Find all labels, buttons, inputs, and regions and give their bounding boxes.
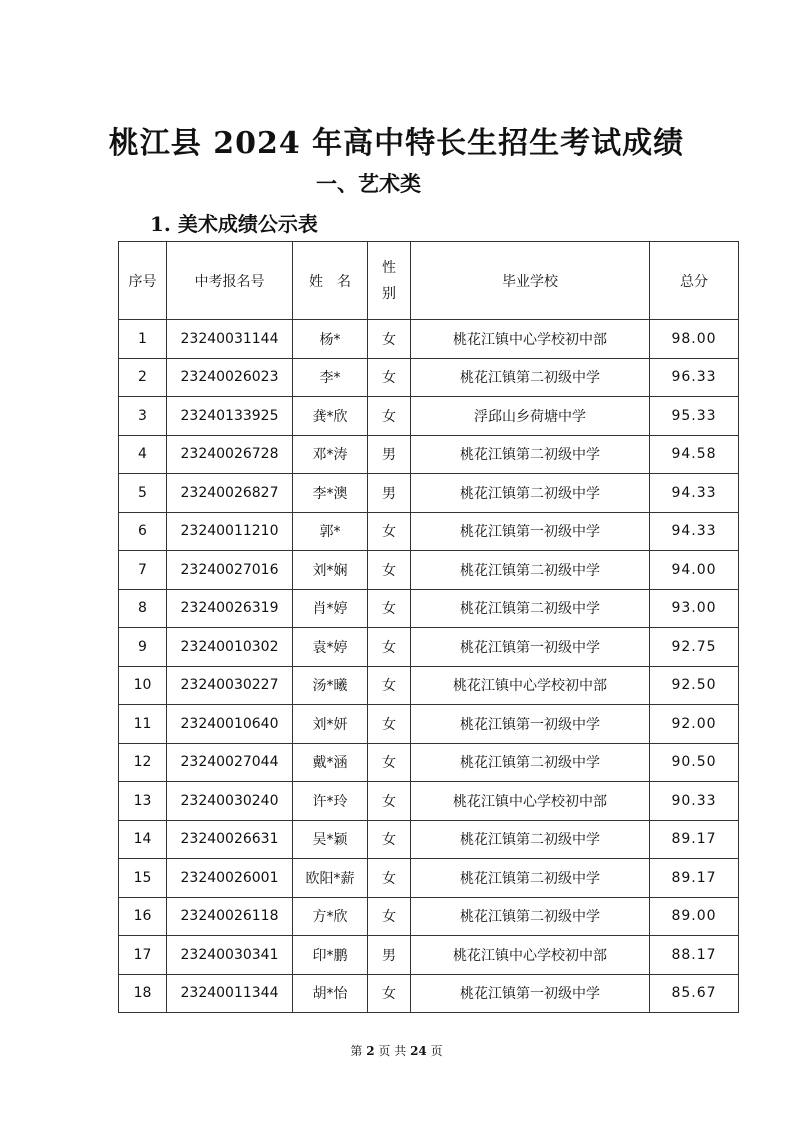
cell-exam-number: 23240026023 (167, 358, 293, 397)
cell-exam-number: 23240010302 (167, 628, 293, 667)
cell-score: 92.50 (650, 666, 739, 705)
cell-score: 92.00 (650, 705, 739, 744)
cell-index: 5 (119, 474, 167, 513)
cell-name: 许*玲 (293, 782, 368, 821)
cell-gender: 女 (368, 743, 411, 782)
cell-exam-number: 23240027044 (167, 743, 293, 782)
table-row (119, 358, 739, 397)
cell-school: 桃花江镇第二初级中学 (411, 474, 650, 513)
cell-index: 10 (119, 666, 167, 705)
cell-index: 9 (119, 628, 167, 667)
cell-index: 7 (119, 551, 167, 590)
cell-score: 89.00 (650, 897, 739, 936)
header-gender-line2: 别 (382, 285, 396, 302)
header-score: 总分 (650, 242, 739, 320)
cell-name: 肖*婷 (293, 589, 368, 628)
header-index: 序号 (119, 242, 167, 320)
cell-name: 戴*涵 (293, 743, 368, 782)
footer-total-pages: 24 (410, 1044, 427, 1058)
cell-name: 刘*娴 (293, 551, 368, 590)
table-row (119, 512, 739, 551)
cell-gender: 女 (368, 820, 411, 859)
cell-name: 袁*婷 (293, 628, 368, 667)
cell-score: 90.50 (650, 743, 739, 782)
cell-index: 16 (119, 897, 167, 936)
cell-exam-number: 23240027016 (167, 551, 293, 590)
cell-name: 吴*颖 (293, 820, 368, 859)
cell-gender: 女 (368, 320, 411, 359)
header-name: 姓 名 (293, 242, 368, 320)
cell-gender: 女 (368, 897, 411, 936)
table-row (119, 705, 739, 744)
cell-name: 汤*曦 (293, 666, 368, 705)
cell-score: 94.33 (650, 474, 739, 513)
table-row (119, 936, 739, 975)
page-footer (0, 1042, 793, 1059)
cell-exam-number: 23240030240 (167, 782, 293, 821)
table-row (119, 551, 739, 590)
cell-index: 3 (119, 397, 167, 436)
cell-gender: 女 (368, 974, 411, 1013)
cell-name: 龚*欣 (293, 397, 368, 436)
table-row (119, 859, 739, 898)
cell-school: 桃花江镇第一初级中学 (411, 628, 650, 667)
cell-name: 欧阳*薪 (293, 859, 368, 898)
cell-school: 桃花江镇第二初级中学 (411, 820, 650, 859)
cell-index: 11 (119, 705, 167, 744)
table-row (119, 320, 739, 359)
score-table (118, 241, 739, 1013)
cell-exam-number: 23240030341 (167, 936, 293, 975)
cell-exam-number: 23240026001 (167, 859, 293, 898)
cell-score: 96.33 (650, 358, 739, 397)
cell-school: 桃花江镇中心学校初中部 (411, 936, 650, 975)
cell-gender: 女 (368, 358, 411, 397)
cell-gender: 女 (368, 705, 411, 744)
cell-gender: 男 (368, 474, 411, 513)
cell-score: 94.58 (650, 435, 739, 474)
cell-index: 13 (119, 782, 167, 821)
cell-index: 12 (119, 743, 167, 782)
header-school: 毕业学校 (411, 242, 650, 320)
cell-score: 88.17 (650, 936, 739, 975)
table-row (119, 474, 739, 513)
cell-score: 98.00 (650, 320, 739, 359)
document-title: 桃江县 2024 年高中特长生招生考试成绩 (108, 126, 685, 161)
cell-gender: 女 (368, 551, 411, 590)
cell-exam-number: 23240026631 (167, 820, 293, 859)
cell-score: 85.67 (650, 974, 739, 1013)
cell-index: 8 (119, 589, 167, 628)
table-row (119, 782, 739, 821)
cell-score: 94.00 (650, 551, 739, 590)
cell-gender: 女 (368, 859, 411, 898)
cell-exam-number: 23240133925 (167, 397, 293, 436)
cell-gender: 男 (368, 435, 411, 474)
cell-name: 李*澳 (293, 474, 368, 513)
cell-score: 92.75 (650, 628, 739, 667)
cell-school: 桃花江镇第二初级中学 (411, 358, 650, 397)
cell-school: 桃花江镇第一初级中学 (411, 705, 650, 744)
cell-index: 6 (119, 512, 167, 551)
cell-score: 94.33 (650, 512, 739, 551)
cell-exam-number: 23240030227 (167, 666, 293, 705)
cell-gender: 女 (368, 589, 411, 628)
cell-index: 1 (119, 320, 167, 359)
table-row (119, 589, 739, 628)
cell-exam-number: 23240011344 (167, 974, 293, 1013)
cell-name: 印*鹏 (293, 936, 368, 975)
table-header-row (119, 242, 739, 320)
cell-school: 桃花江镇中心学校初中部 (411, 782, 650, 821)
cell-name: 方*欣 (293, 897, 368, 936)
cell-exam-number: 23240011210 (167, 512, 293, 551)
cell-exam-number: 23240031144 (167, 320, 293, 359)
cell-index: 14 (119, 820, 167, 859)
cell-score: 89.17 (650, 859, 739, 898)
footer-prefix: 第 (350, 1044, 363, 1058)
category-heading: 一、艺术类 (316, 171, 421, 196)
cell-index: 15 (119, 859, 167, 898)
cell-gender: 女 (368, 512, 411, 551)
cell-exam-number: 23240026118 (167, 897, 293, 936)
cell-exam-number: 23240026728 (167, 435, 293, 474)
cell-name: 刘*妍 (293, 705, 368, 744)
cell-school: 浮邱山乡荷塘中学 (411, 397, 650, 436)
table-row (119, 743, 739, 782)
cell-school: 桃花江镇第二初级中学 (411, 435, 650, 474)
cell-name: 胡*怡 (293, 974, 368, 1013)
cell-name: 郭* (293, 512, 368, 551)
table-row (119, 397, 739, 436)
cell-index: 17 (119, 936, 167, 975)
header-gender (368, 242, 411, 320)
footer-page-number: 2 (366, 1044, 375, 1058)
cell-name: 邓*涛 (293, 435, 368, 474)
cell-exam-number: 23240026827 (167, 474, 293, 513)
cell-gender: 女 (368, 782, 411, 821)
table-row (119, 435, 739, 474)
footer-suffix: 页 (430, 1044, 443, 1058)
cell-index: 2 (119, 358, 167, 397)
table-row (119, 666, 739, 705)
cell-index: 4 (119, 435, 167, 474)
header-exam-number: 中考报名号 (167, 242, 293, 320)
cell-gender: 女 (368, 666, 411, 705)
cell-name: 李* (293, 358, 368, 397)
cell-gender: 女 (368, 397, 411, 436)
header-gender-line1: 性 (382, 259, 396, 276)
footer-middle: 页 共 (378, 1044, 407, 1058)
section-heading: 1. 美术成绩公示表 (150, 212, 318, 236)
cell-school: 桃花江镇中心学校初中部 (411, 666, 650, 705)
cell-index: 18 (119, 974, 167, 1013)
cell-exam-number: 23240010640 (167, 705, 293, 744)
cell-school: 桃花江镇第一初级中学 (411, 512, 650, 551)
cell-exam-number: 23240026319 (167, 589, 293, 628)
cell-school: 桃花江镇中心学校初中部 (411, 320, 650, 359)
cell-school: 桃花江镇第二初级中学 (411, 551, 650, 590)
cell-gender: 女 (368, 628, 411, 667)
cell-name: 杨* (293, 320, 368, 359)
cell-school: 桃花江镇第二初级中学 (411, 859, 650, 898)
table-row (119, 897, 739, 936)
table-row (119, 820, 739, 859)
cell-gender: 男 (368, 936, 411, 975)
cell-score: 90.33 (650, 782, 739, 821)
cell-school: 桃花江镇第二初级中学 (411, 897, 650, 936)
cell-school: 桃花江镇第一初级中学 (411, 974, 650, 1013)
table-row (119, 974, 739, 1013)
cell-score: 95.33 (650, 397, 739, 436)
cell-score: 89.17 (650, 820, 739, 859)
table-row (119, 628, 739, 667)
cell-score: 93.00 (650, 589, 739, 628)
cell-school: 桃花江镇第二初级中学 (411, 743, 650, 782)
cell-school: 桃花江镇第二初级中学 (411, 589, 650, 628)
